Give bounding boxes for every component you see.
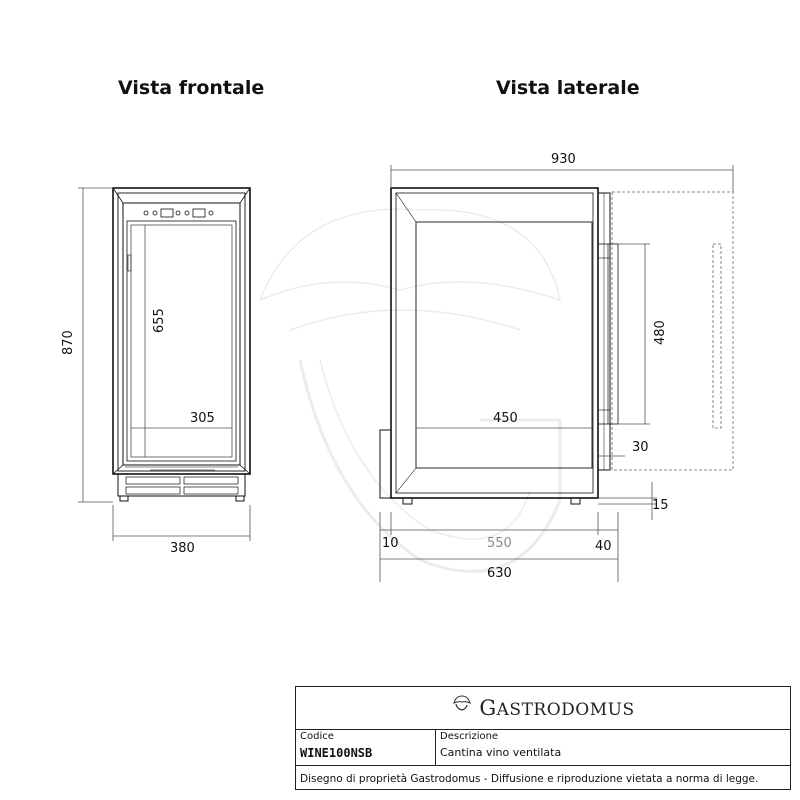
dim-side-depth-open: 930 bbox=[551, 152, 576, 167]
codice-value: WINE100NSB bbox=[300, 746, 373, 760]
descrizione-cell bbox=[436, 729, 790, 765]
brand-rest: ASTRODOMUS bbox=[496, 700, 635, 720]
dim-side-body-depth: 550 bbox=[487, 536, 512, 551]
gastrodomus-logo-icon bbox=[451, 693, 473, 713]
dim-side-total-depth: 630 bbox=[487, 566, 512, 581]
descrizione-value: Cantina vino ventilata bbox=[440, 746, 562, 759]
dim-side-back-offset: 40 bbox=[595, 539, 612, 554]
dim-front-width: 380 bbox=[170, 541, 195, 556]
watermark-logo bbox=[260, 209, 560, 571]
title-block bbox=[295, 686, 791, 790]
dim-front-inner-width: 305 bbox=[190, 411, 215, 426]
dim-side-feet-height: 15 bbox=[652, 498, 669, 513]
front-view bbox=[61, 188, 250, 556]
codice-label: Codice bbox=[300, 731, 334, 742]
dim-side-handle-height: 480 bbox=[653, 320, 668, 345]
codice-cell bbox=[296, 729, 436, 765]
dim-side-inner-depth: 450 bbox=[493, 411, 518, 426]
dim-front-height: 870 bbox=[61, 330, 76, 355]
control-panel bbox=[144, 209, 213, 217]
dim-front-inner-height: 655 bbox=[152, 308, 167, 333]
copyright-footer: Disegno di proprietà Gastrodomus - Diffusione e riproduzione vietata a norma di legge. bbox=[296, 765, 790, 791]
front-view-title: Vista frontale bbox=[118, 77, 265, 99]
brand-initial: G bbox=[479, 696, 497, 720]
side-view-title: Vista laterale bbox=[496, 77, 640, 99]
brand-name bbox=[479, 696, 634, 720]
dim-side-front-offset: 10 bbox=[382, 536, 399, 551]
side-view bbox=[380, 152, 733, 582]
dim-side-handle-depth: 30 bbox=[632, 440, 649, 455]
brand-logo-row bbox=[296, 687, 790, 730]
door-handle bbox=[598, 244, 618, 424]
descrizione-label: Descrizione bbox=[440, 731, 499, 742]
